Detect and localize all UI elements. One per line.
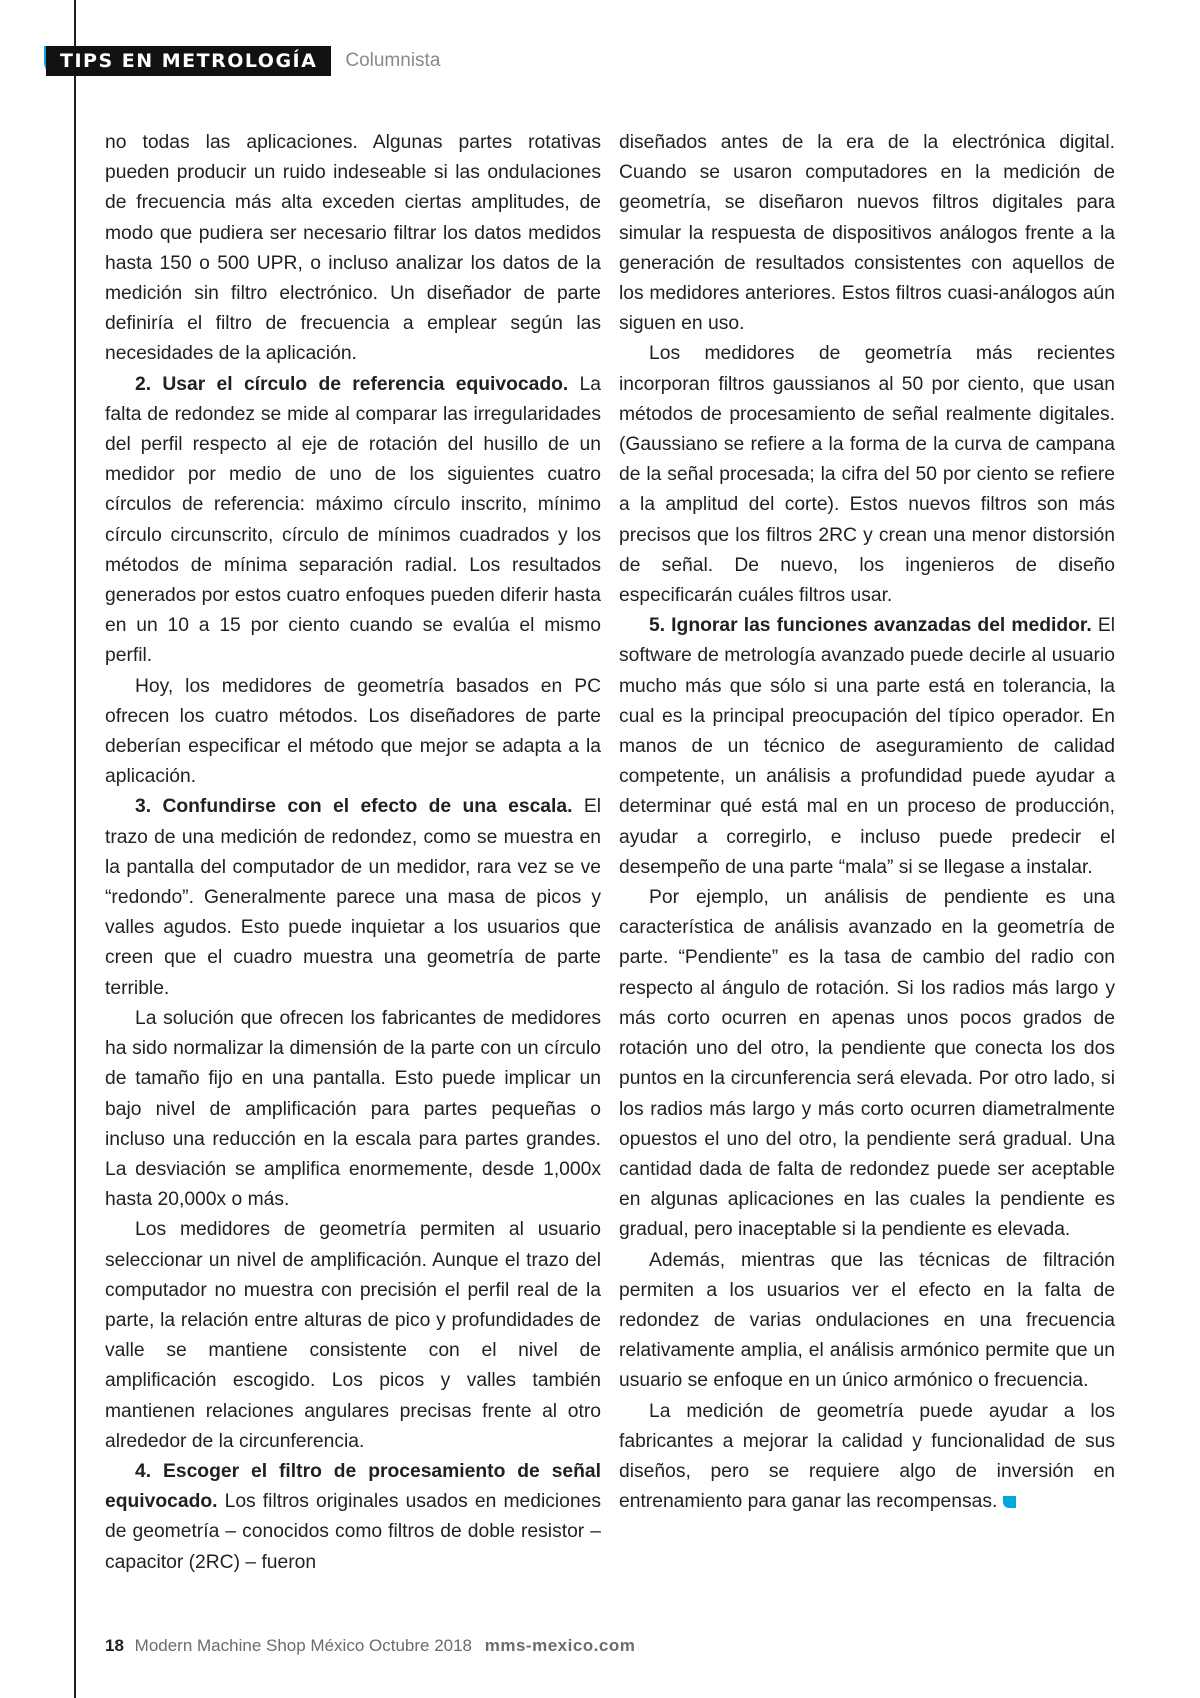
paragraph-text: La solución que ofrecen los fabricantes de medidores ha sido normalizar la dimensión de la parte con un círculo de tamaño fijo en una pantalla. Esto puede implicar un bajo nivel de amplificación para partes pequeñas o incluso una reducción en la escala para partes grandes. La desviación se amplifica enormemente, desde 1,000x hasta 20,000x o más. bbox=[105, 1007, 601, 1211]
paragraph-text: Por ejemplo, un análisis de pendiente es una característica de análisis avanzado en la geometría de parte. “Pendiente” es la tasa de cambio del radio con respecto al ángulo de rotación. Si los radios más largo y más corto ocurren en apenas unos pocos grados de rotación uno del otro, la pendiente que conecta los dos puntos en la circunferencia será elevada. Por otro lado, si los radios más largo y más corto ocurren diametralmente opuestos el uno del otro, la pendiente será gradual. Una cantidad dada de falta de redondez puede ser aceptable en algunas aplicaciones en las cuales la pendiente es gradual, pero inaceptable si la pendiente es elevada. bbox=[619, 887, 1115, 1241]
end-of-article-icon bbox=[1003, 1496, 1016, 1508]
paragraph bbox=[105, 128, 601, 370]
paragraph bbox=[619, 1246, 1115, 1397]
paragraph-text: La falta de redondez se mide al comparar las irregularidades del perfil respecto al eje de rotación del husillo de un medidor por medio de uno de los siguientes cuatro círculos de referencia: máximo círculo inscrito, mínimo círculo circunscrito, círculo de mínimos cuadrados y los métodos de mínima separación radial. Los resultados generados por estos cuatro enfoques pueden diferir hasta en un 10 a 15 por ciento cuando se evalúa el mismo perfil. bbox=[105, 373, 601, 667]
paragraph-text: Los medidores de geometría permiten al usuario seleccionar un nivel de amplificación. Aunque el trazo del computador no muestra con precisión el perfil real de la parte, la relación entre alturas de pico y profundidades de valle se mantiene consistente con el nivel de amplificación escogido. Los picos y valles también mantienen relaciones angulares precisas frente al otro alrededor de la circunferencia. bbox=[105, 1219, 601, 1452]
left-margin-rule bbox=[74, 0, 76, 1698]
paragraph-text: Los medidores de geometría más recientes incorporan filtros gaussianos al 50 por ciento, que usan métodos de procesamiento de señal realmente digitales. (Gaussiano se refiere a la forma de la curva de campana de la señal procesada; la cifra del 50 por ciento se refiere a la amplitud del corte). Estos nuevos filtros son más precisos que los filtros 2RC y crean una menor distorsión de señal. De nuevo, los ingenieros de diseño especificarán cuáles filtros usar. bbox=[619, 343, 1115, 607]
paragraph bbox=[105, 1004, 601, 1215]
paragraph bbox=[619, 1397, 1115, 1518]
paragraph-text: Además, mientras que las técnicas de filtración permiten a los usuarios ver el efecto en la falta de redondez de varias ondulaciones en una frecuencia relativamente amplia, el análisis armónico permite que un usuario se enfoque en un único armónico o frecuencia. bbox=[619, 1249, 1115, 1392]
paragraph-lead: 3. Confundirse con el efecto de una escala. bbox=[135, 796, 573, 818]
paragraph bbox=[619, 883, 1115, 1245]
paragraph bbox=[619, 611, 1115, 883]
paragraph bbox=[619, 128, 1115, 339]
section-tag: TIPS EN METROLOGÍA bbox=[46, 46, 331, 76]
paragraph-lead: 5. Ignorar las funciones avanzadas del medidor. bbox=[649, 615, 1092, 637]
paragraph-text: no todas las aplicaciones. Algunas partes rotativas pueden producir un ruido indeseable si las ondulaciones de frecuencia más alta exceden ciertas amplitudes, de modo que pudiera ser necesario filtrar los datos medidos hasta 150 o 500 UPR, o incluso analizar los datos de la medición sin filtro electrónico. Un diseñador de parte definiría el filtro de frecuencia a emplear según las necesidades de la aplicación. bbox=[105, 132, 601, 365]
paragraph-lead: 4. Escoger el filtro de procesamiento de señal equivocado. bbox=[105, 1460, 601, 1513]
paragraph-text: diseñados antes de la era de la electrónica digital. Cuando se usaron computadores en la medición de geometría, se diseñaron nuevos filtros digitales para simular la respuesta de dispositivos análogos frente a la generación de resultados consistentes con aquellos de los medidores anteriores. Estos filtros cuasi-análogos aún siguen en uso. bbox=[619, 132, 1115, 335]
paragraph bbox=[105, 370, 601, 672]
page-number: 18 bbox=[105, 1636, 124, 1655]
paragraph-text: La medición de geometría puede ayudar a los fabricantes a mejorar la calidad y funcionalidad de sus diseños, pero se requiere algo de inversión en entrenamiento para ganar las recompensas. bbox=[619, 1400, 1115, 1513]
page-footer bbox=[105, 1636, 635, 1656]
paragraph-text: Hoy, los medidores de geometría basados en PC ofrecen los cuatro métodos. Los diseñadores de parte deberían especificar el método que mejor se adapta a la aplicación. bbox=[105, 675, 601, 788]
website-link[interactable]: mms-mexico.com bbox=[484, 1636, 636, 1655]
paragraph-text: El software de metrología avanzado puede decirle al usuario mucho más que sólo si una parte está en tolerancia, la cual es la principal preocupación del típico operador. En manos de un técnico de aseguramiento de calidad competente, un análisis a profundidad puede ayudar a determinar qué está mal en un proceso de producción, ayudar a corregirlo, e incluso puede predecir el desempeño de una parte “mala” si se llegase a instalar. bbox=[619, 615, 1115, 878]
publication-info: Modern Machine Shop México Octubre 2018 bbox=[134, 1636, 473, 1655]
paragraph-lead: 2. Usar el círculo de referencia equivocado. bbox=[135, 373, 569, 395]
paragraph bbox=[105, 792, 601, 1003]
paragraph bbox=[105, 1215, 601, 1457]
paragraph bbox=[619, 339, 1115, 611]
paragraph-text: El trazo de una medición de redondez, como se muestra en la pantalla del computador de un medidor, rara vez se ve “redondo”. Generalmente parece una masa de picos y valles agudos. Esto puede inquietar a los usuarios que creen que el cuadro muestra una geometría de parte terrible. bbox=[105, 796, 601, 999]
paragraph bbox=[105, 1457, 601, 1578]
paragraph bbox=[105, 672, 601, 793]
section-header bbox=[44, 46, 440, 76]
paragraph-text: Los filtros originales usados en mediciones de geometría – conocidos como filtros de doble resistor – capacitor (2RC) – fueron bbox=[105, 1491, 601, 1573]
left-column bbox=[105, 128, 601, 1578]
section-label: Columnista bbox=[345, 50, 441, 71]
right-column bbox=[619, 128, 1115, 1517]
